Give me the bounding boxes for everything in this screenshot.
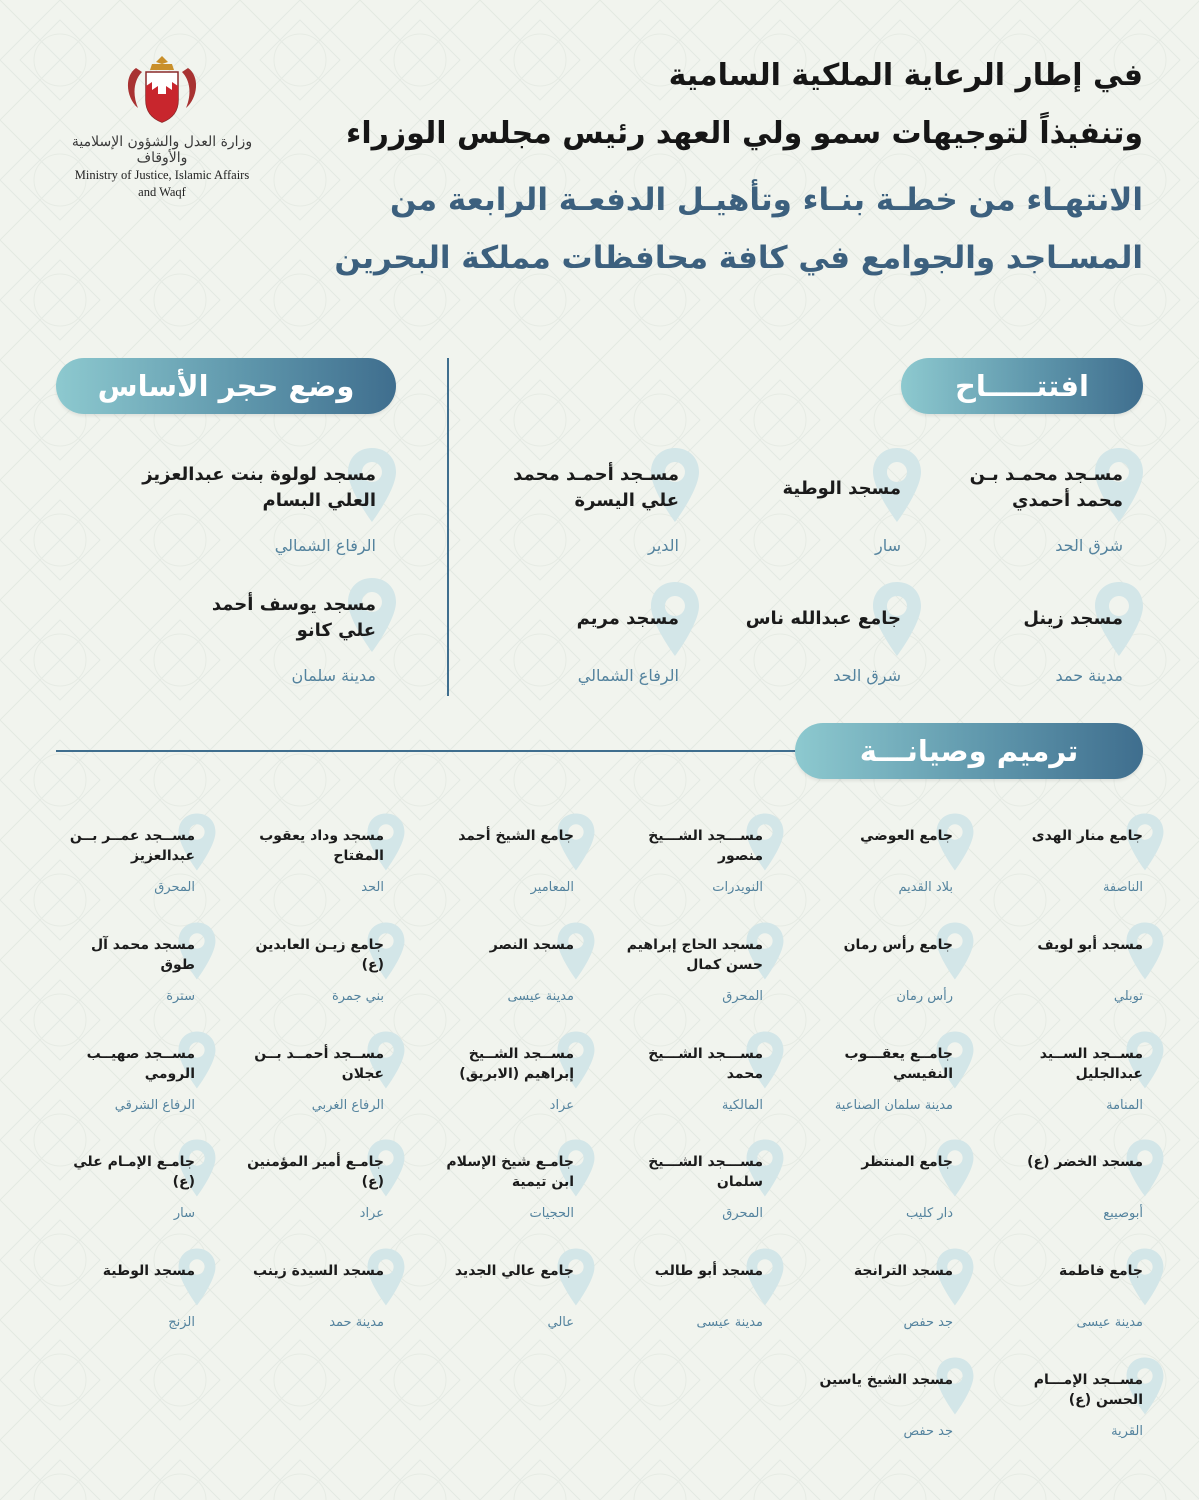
headline-line-4: المسـاجد والجوامع في كافة محافظات مملكة البحرين [334,240,1143,276]
mosque-location: مدينة سلمان الصناعية [834,1098,953,1113]
mosque-name: مســـجد الشـــيخ محمد [648,1046,763,1082]
headline-line-2: وتنفيذاً لتوجيهات سمو ولي العهد رئيس مجلس الوزراء [346,116,1143,151]
list-item [701,606,901,692]
list-item [479,462,679,562]
mosque-location: دار كليب [906,1206,953,1221]
list-item [434,1044,574,1124]
mosque-name: مسجد أبو طالب [654,1263,763,1279]
mosque-location: النويدرات [712,880,763,895]
mosque-location: الرفاع الشمالي [577,666,679,685]
list-item [55,1261,195,1341]
mosque-name: مسجد محمد آل طوق [90,937,195,973]
mosque-name: جامــع يعقـــوب النفيسي [844,1046,953,1082]
section-title-foundation: وضع حجر الأساس [56,358,396,414]
mosque-name: مسجد الوطية [102,1263,195,1279]
mosque-name: جامـع أمير المؤمنين (ع) [247,1154,384,1190]
mosque-location: شرق الحد [1055,536,1123,555]
mosque-name: جامع عبدالله ناس [745,608,901,629]
list-item [244,935,384,1015]
mosque-name: جامع عالي الجديد [454,1263,574,1279]
list-item [623,826,763,906]
mosque-name: جامع زيـن العابدين (ع) [255,937,384,973]
mosque-location: شرق الحد [833,666,901,685]
mosque-name: مسجد الخضر (ع) [1027,1154,1143,1170]
mosque-location: توبلي [1113,989,1143,1004]
list-item [434,1152,574,1232]
mosque-name: مسجد وداد يعقوب المفتاح [259,828,384,864]
mosque-name: جامع المنتظر [861,1154,953,1170]
mosque-location: بني جمرة [331,989,384,1004]
ministry-logo [52,50,272,200]
mosque-location: مدينة عيسى [696,1315,763,1330]
mosque-location: المحرق [722,1206,763,1221]
mosque-location: المنامة [1106,1098,1143,1113]
mosque-name: مسجد النصر [489,937,574,953]
list-item [434,935,574,1015]
mosque-location: جد حفص [903,1424,953,1439]
mosque-location: عراد [549,1098,574,1113]
ministry-name-arabic: وزارة العدل والشؤون الإسلامية والأوقاف [71,134,253,166]
list-item [479,606,679,692]
mosque-location: الدير [648,536,679,555]
list-item [813,935,953,1015]
list-item [623,1152,763,1232]
list-item [244,826,384,906]
mosque-location: الرفاع الغربي [311,1098,384,1113]
list-item [1003,935,1143,1015]
mosque-name: مسجد أبو لويف [1037,937,1143,953]
list-item [434,826,574,906]
mosque-name: جامع منار الهدى [1031,828,1143,844]
mosque-location: مدينة عيسى [507,989,574,1004]
mosque-name: مســجد الســيد عبدالجليل [1039,1046,1143,1082]
mosque-location: عالي [547,1315,574,1330]
list-item [244,1261,384,1341]
mosque-location: الحد [361,880,384,895]
bahrain-emblem-icon [122,50,202,130]
mosque-location: مدينة حمد [1055,666,1123,685]
section-title-maintenance: ترميم وصيانـــة [795,723,1143,779]
mosque-name: مسجد الشيخ ياسين [819,1372,953,1388]
list-item [813,1044,953,1124]
list-item [1003,1370,1143,1450]
ministry-name-english-2: and Waqf [138,185,186,199]
mosque-name: مســـجد الشـــيخ منصور [648,828,763,864]
mosque-name: مســـجد الشـــيخ سلمان [648,1154,763,1190]
mosque-name: جامع العوضي [860,828,953,844]
list-item [623,1261,763,1341]
mosque-name: مسجد يوسف أحمد علي كانو [211,594,376,641]
mosque-location: الناصفة [1102,880,1143,895]
mosque-name: مســجد الإمـــام الحسن (ع) [1033,1372,1143,1408]
mosque-name: جامع رأس رمان [843,937,953,953]
mosque-location: الحجيات [529,1206,574,1221]
list-item [813,1261,953,1341]
list-item [623,935,763,1015]
list-item [721,476,901,562]
mosque-location: سار [874,536,901,555]
mosque-name: مسجد مريم [576,608,679,629]
ministry-name-english-1: Ministry of Justice, Islamic Affairs [74,168,250,182]
list-item [244,1044,384,1124]
mosque-name: جامـع شيخ الإسلام ابن تيمية [446,1154,574,1190]
list-item [1003,1261,1143,1341]
list-item [434,1261,574,1341]
list-item [176,592,376,692]
list-item [813,1370,953,1450]
mosque-name: مســجد الشــيخ إبراهيم (الابريق) [459,1046,574,1082]
list-item [623,1044,763,1124]
mosque-location: سار [173,1206,195,1221]
list-item [126,462,376,562]
mosque-name: مسجد الترانجة [853,1263,953,1279]
mosque-name: جامع الشيخ أحمد [458,828,574,844]
list-item [1003,826,1143,906]
mosque-location: الزنج [168,1315,195,1330]
mosque-location: مدينة حمد [329,1315,384,1330]
mosque-location: بلاد القديم [898,880,953,895]
mosque-name: مسـجد أحمـد محمد علي اليسرة [513,464,679,511]
mosque-name: مسجد الحاج إبراهيم حسن كمال [626,937,763,973]
mosque-location: أبوصيبع [1103,1206,1143,1221]
mosque-location: المحرق [154,880,195,895]
mosque-location: جد حفص [903,1315,953,1330]
mosque-location: الرفاع الشمالي [274,536,376,555]
list-item [55,1044,195,1124]
list-item [55,1152,195,1232]
list-item [1003,1044,1143,1124]
mosque-location: المالكية [721,1098,763,1113]
mosque-name: جامـع الإمـام علي (ع) [73,1154,195,1190]
mosque-location: الرفاع الشرقي [114,1098,195,1113]
mosque-name: مســجد أحمــد بــن عجلان [254,1046,384,1082]
headline-line-1: في إطار الرعاية الملكية السامية [668,58,1143,93]
mosque-location: مدينة عيسى [1076,1315,1143,1330]
mosque-location: المعامير [530,880,574,895]
mosque-name: مسجد لولوة بنت عبدالعزيز العلي البسام [142,464,376,511]
mosque-location: رأس رمان [896,989,953,1004]
list-item [813,826,953,906]
list-item [923,606,1123,692]
list-item [244,1152,384,1232]
mosque-name: مســجد صهيــب الرومي [86,1046,195,1082]
mosque-location: سترة [166,989,195,1004]
list-item [55,826,195,906]
section-divider-horizontal [56,750,801,752]
mosque-name: مسجد الوطية [782,478,901,499]
mosque-location: المحرق [722,989,763,1004]
list-item [55,935,195,1015]
list-item [813,1152,953,1232]
mosque-name: مسجد زينل [1023,608,1123,629]
section-title-opening: افتتـــــاح [901,358,1143,414]
mosque-name: مســجد عمــر بــن عبدالعزيز [69,828,195,864]
headline-line-3: الانتهـاء من خطـة بنـاء وتأهيـل الدفعـة الرابعة من [389,182,1143,218]
mosque-name: مسجد السيدة زينب [252,1263,384,1279]
mosque-location: مدينة سلمان [291,666,376,685]
mosque-name: جامع فاطمة [1059,1263,1143,1279]
list-item [923,462,1123,562]
list-item [1003,1152,1143,1232]
mosque-location: عراد [359,1206,384,1221]
mosque-name: مسـجد محمـد بـن محمد أحمدي [969,464,1123,511]
mosque-location: القرية [1111,1424,1143,1439]
section-divider-vertical [447,358,449,696]
